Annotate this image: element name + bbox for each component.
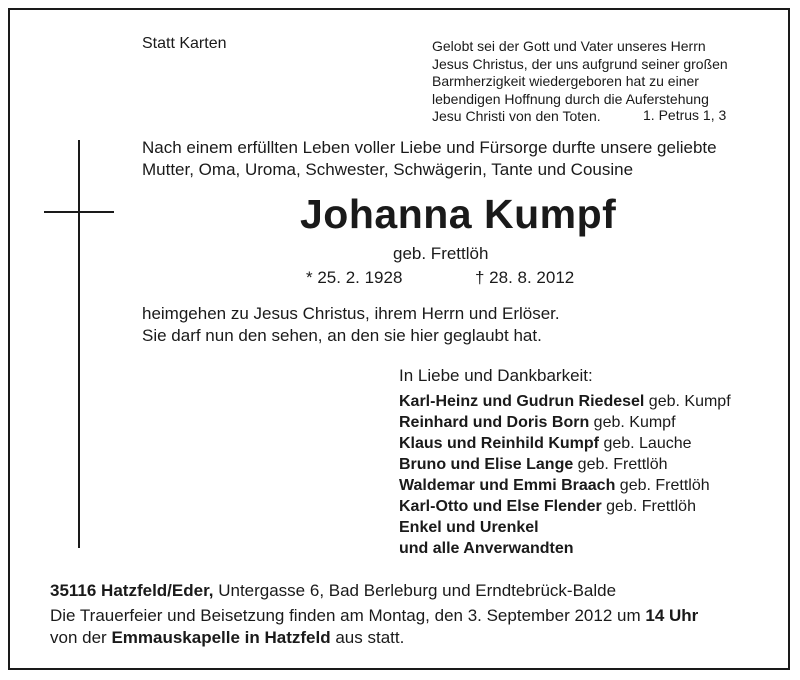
funeral-line <box>50 605 698 627</box>
birth-date: * 25. 2. 1928 <box>306 268 403 287</box>
mourner-names: Reinhard und Doris Born <box>399 414 590 431</box>
mourner-entry <box>399 496 731 517</box>
verse-line: Jesus Christus, der uns aufgrund seiner großen <box>432 55 728 72</box>
mourner-nee: geb. Lauche <box>599 435 692 452</box>
verse-line: Barmherzigkeit wiedergeboren hat zu einer <box>432 73 699 89</box>
intro-line: Nach einem erfüllten Leben voller Liebe und Fürsorge durfte unsere geliebte <box>142 138 717 157</box>
verse-line: Jesu Christi von den Toten. <box>432 108 601 124</box>
mourner-nee: geb. Frettlöh <box>615 477 710 494</box>
home-text <box>142 303 560 347</box>
address-city: 35116 Hatzfeld/Eder, <box>50 581 214 600</box>
home-line: Sie darf nun den sehen, an den sie hier geglaubt hat. <box>142 326 542 345</box>
funeral-place: Emmauskapelle in Hatzfeld <box>111 628 331 647</box>
deceased-name: Johanna Kumpf <box>300 191 617 237</box>
verse-reference: 1. Petrus 1, 3 <box>643 107 727 123</box>
mourner-entry <box>399 517 731 538</box>
funeral-suffix: aus statt. <box>330 628 405 647</box>
statt-karten-label: Statt Karten <box>142 35 227 52</box>
mourner-entry <box>399 412 731 433</box>
mourner-names: Klaus und Reinhild Kumpf <box>399 435 599 452</box>
verse-line: lebendigen Hoffnung durch die Auferstehung <box>432 90 709 107</box>
mourners-list <box>399 391 731 559</box>
funeral-line <box>50 627 698 649</box>
mourner-nee: geb. Kumpf <box>589 414 676 431</box>
maiden-name: geb. Frettlöh <box>393 244 489 263</box>
address-rest: Untergasse 6, Bad Berleburg und Erndtebrück-Balde <box>213 581 617 600</box>
funeral-time: 14 Uhr <box>645 606 699 625</box>
death-date: † 28. 8. 2012 <box>475 268 575 287</box>
intro-text <box>142 137 717 181</box>
funeral-prefix: von der <box>50 628 112 647</box>
mourner-names: Waldemar und Emmi Braach <box>399 477 616 494</box>
mourner-names: Bruno und Elise Lange <box>399 456 574 473</box>
verse-line: Gelobt sei der Gott und Vater unseres Herrn <box>432 38 706 54</box>
mourner-nee: geb. Kumpf <box>644 393 731 410</box>
mourner-entry <box>399 454 731 475</box>
mourner-nee: geb. Frettlöh <box>601 498 696 515</box>
intro-line: Mutter, Oma, Uroma, Schwester, Schwägerin, Tante und Cousine <box>142 160 634 179</box>
address-line <box>50 581 616 601</box>
mourner-names: Enkel und Urenkel <box>399 519 539 536</box>
mourner-names: und alle Anverwandten <box>399 540 574 557</box>
cross-icon <box>78 140 80 548</box>
mourner-names: Karl-Heinz und Gudrun Riedesel <box>399 393 645 410</box>
mourner-entry <box>399 391 731 412</box>
mourner-names: Karl-Otto und Else Flender <box>399 498 602 515</box>
mourner-entry <box>399 433 731 454</box>
mourner-nee: geb. Frettlöh <box>573 456 668 473</box>
home-line: heimgehen zu Jesus Christus, ihrem Herrn und Erlöser. <box>142 304 560 323</box>
cross-bar <box>44 211 114 213</box>
funeral-text: Die Trauerfeier und Beisetzung finden am Montag, den 3. September 2012 um <box>50 606 646 625</box>
mourners-heading: In Liebe und Dankbarkeit: <box>399 366 593 385</box>
mourner-entry <box>399 538 731 559</box>
funeral-info <box>50 605 698 649</box>
mourner-entry <box>399 475 731 496</box>
